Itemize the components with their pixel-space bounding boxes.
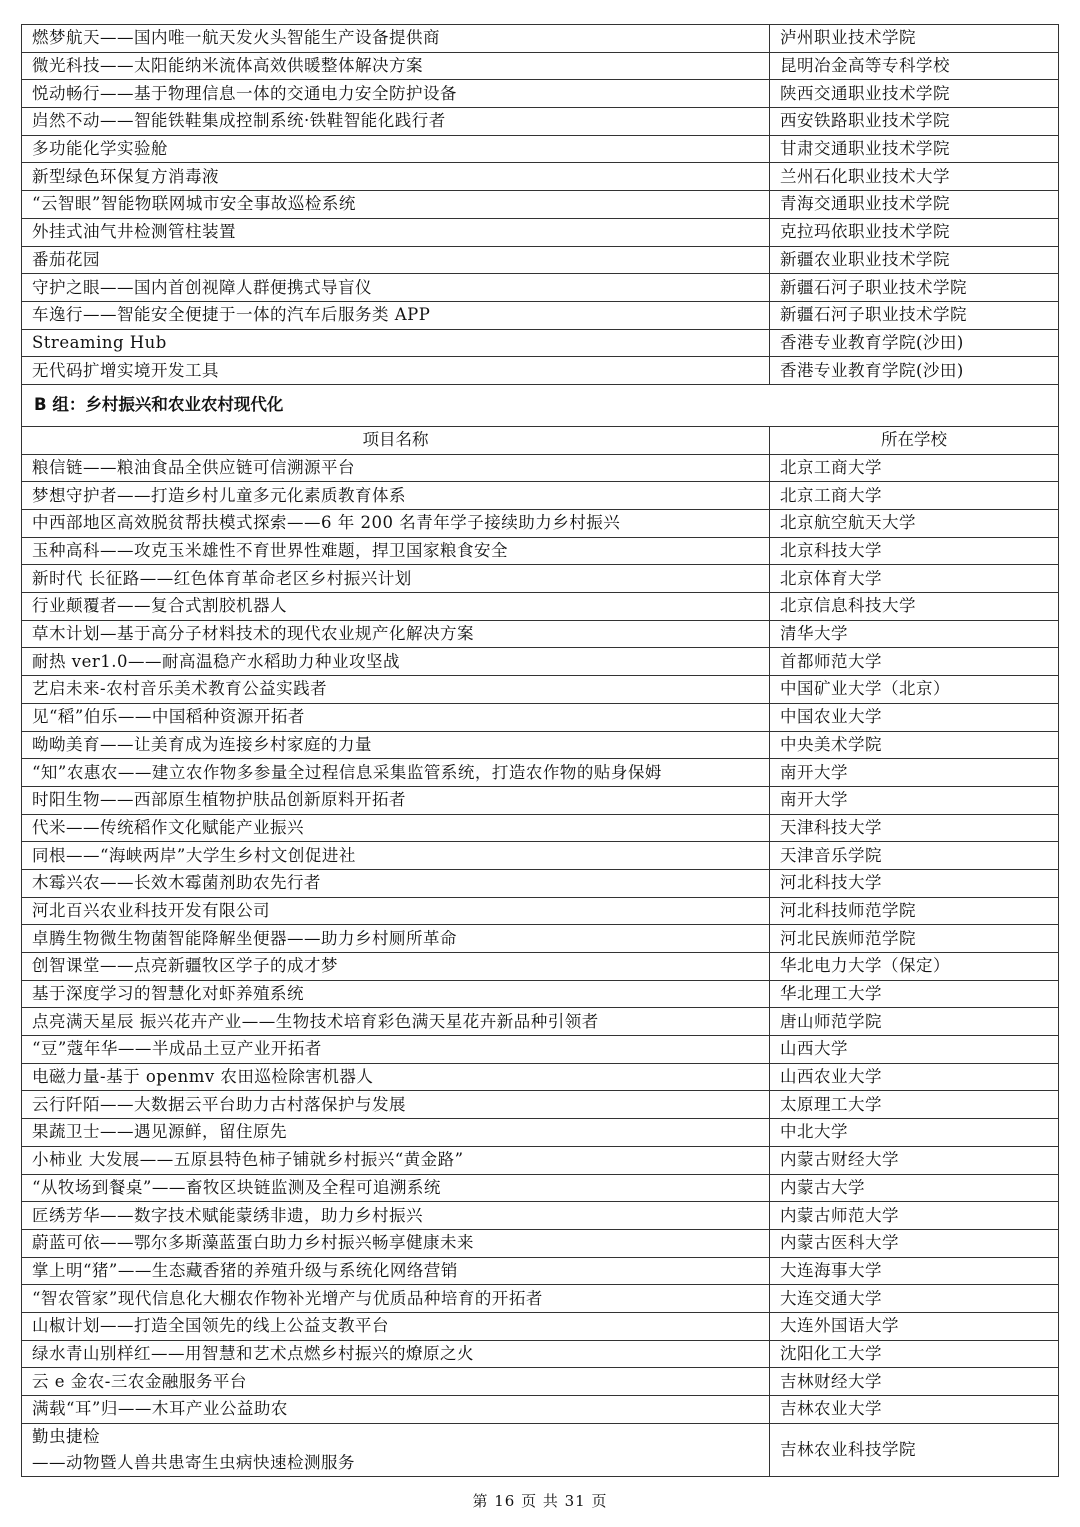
school-name: 沈阳化工大学 [770, 1340, 1059, 1368]
project-name: 蔚蓝可依——鄂尔多斯藻蓝蛋白助力乡村振兴畅享健康未来 [22, 1229, 770, 1257]
school-name: 北京工商大学 [770, 482, 1059, 510]
table-row [22, 274, 1059, 302]
project-name: 耐热 ver1.0——耐高温稳产水稻助力种业攻坚战 [22, 648, 770, 676]
table-row [22, 1257, 1059, 1285]
project-name-line2: ——动物暨人兽共患寄生虫病快速检测服务 [32, 1452, 355, 1472]
school-name: 兰州石化职业技术大学 [770, 163, 1059, 191]
school-name: 内蒙古大学 [770, 1174, 1059, 1202]
school-name: 山西大学 [770, 1036, 1059, 1064]
school-name: 吉林农业大学 [770, 1396, 1059, 1424]
school-name: 昆明冶金高等专科学校 [770, 52, 1059, 80]
table-row [22, 842, 1059, 870]
project-name: 基于深度学习的智慧化对虾养殖系统 [22, 980, 770, 1008]
school-name: 吉林农业科技学院 [770, 1423, 1059, 1476]
school-name: 克拉玛依职业技术学院 [770, 218, 1059, 246]
project-name: 微光科技——太阳能纳米流体高效供暖整体解决方案 [22, 52, 770, 80]
project-name: 电磁力量-基于 openmv 农田巡检除害机器人 [22, 1063, 770, 1091]
project-name: 掌上明“猪”——生态藏香猪的养殖升级与系统化网络营销 [22, 1257, 770, 1285]
table-row [22, 1396, 1059, 1424]
table-row [22, 108, 1059, 136]
school-name: 大连外国语大学 [770, 1312, 1059, 1340]
table-row [22, 1146, 1059, 1174]
project-name: 匠绣芳华——数字技术赋能蒙绣非遗，助力乡村振兴 [22, 1202, 770, 1230]
group-b-last [22, 1423, 1059, 1476]
school-name: 河北科技师范学院 [770, 897, 1059, 925]
table-row [22, 52, 1059, 80]
project-name: 小柿业 大发展——五原县特色柿子铺就乡村振兴“黄金路” [22, 1146, 770, 1174]
table-row [22, 135, 1059, 163]
table-row [22, 676, 1059, 704]
table-row [22, 218, 1059, 246]
school-name: 天津科技大学 [770, 814, 1059, 842]
column-header-project-name: 项目名称 [22, 426, 770, 454]
table-row [22, 510, 1059, 538]
school-name: 中央美术学院 [770, 731, 1059, 759]
project-name: 守护之眼——国内首创视障人群便携式导盲仪 [22, 274, 770, 302]
table-row [22, 1340, 1059, 1368]
table-row [22, 703, 1059, 731]
project-name: 代米——传统稻作文化赋能产业振兴 [22, 814, 770, 842]
table-row [22, 897, 1059, 925]
table-row [22, 1091, 1059, 1119]
table-row [22, 1312, 1059, 1340]
table-row [22, 1008, 1059, 1036]
table-row [22, 80, 1059, 108]
table-row [22, 814, 1059, 842]
table-row [22, 1368, 1059, 1396]
school-name: 中北大学 [770, 1119, 1059, 1147]
project-name: 云 e 金农-三农金融服务平台 [22, 1368, 770, 1396]
table-row [22, 163, 1059, 191]
project-name: 车逸行——智能安全便捷于一体的汽车后服务类 APP [22, 301, 770, 329]
school-name: 北京航空航天大学 [770, 510, 1059, 538]
table-row [22, 1119, 1059, 1147]
school-name: 中国矿业大学（北京） [770, 676, 1059, 704]
project-name: 行业颠覆者——复合式割胶机器人 [22, 593, 770, 621]
table-row [22, 25, 1059, 53]
table-row [22, 869, 1059, 897]
table-row [22, 786, 1059, 814]
school-name: 新疆石河子职业技术学院 [770, 301, 1059, 329]
table-row [22, 246, 1059, 274]
table-row [22, 1036, 1059, 1064]
project-name: 绿水青山别样红——用智慧和艺术点燃乡村振兴的燎原之火 [22, 1340, 770, 1368]
school-name: 唐山师范学院 [770, 1008, 1059, 1036]
school-name: 新疆农业职业技术学院 [770, 246, 1059, 274]
project-name: 外挂式油气井检测管柱装置 [22, 218, 770, 246]
project-name: “从牧场到餐桌”——畜牧区块链监测及全程可追溯系统 [22, 1174, 770, 1202]
school-name: 香港专业教育学院(沙田) [770, 357, 1059, 385]
project-name: 果蔬卫士——遇见源鲜，留住原先 [22, 1119, 770, 1147]
school-name: 香港专业教育学院(沙田) [770, 329, 1059, 357]
project-name: 草木计划—基于高分子材料技术的现代农业规产化解决方案 [22, 620, 770, 648]
table-row [22, 482, 1059, 510]
column-header-row [22, 426, 1059, 454]
project-name: 玉种高科——攻克玉米雄性不育世界性难题，捍卫国家粮食安全 [22, 537, 770, 565]
project-name: 新时代 长征路——红色体育革命老区乡村振兴计划 [22, 565, 770, 593]
school-name: 泸州职业技术学院 [770, 25, 1059, 53]
school-name: 华北电力大学（保定） [770, 953, 1059, 981]
school-name: 北京工商大学 [770, 454, 1059, 482]
table-row [22, 620, 1059, 648]
school-name: 北京信息科技大学 [770, 593, 1059, 621]
table-row [22, 1229, 1059, 1257]
group-a-rows [22, 25, 1059, 385]
table-row [22, 1063, 1059, 1091]
table-row [22, 1202, 1059, 1230]
school-name: 河北民族师范学院 [770, 925, 1059, 953]
school-name: 首都师范大学 [770, 648, 1059, 676]
school-name: 清华大学 [770, 620, 1059, 648]
school-name: 太原理工大学 [770, 1091, 1059, 1119]
project-name: “豆”蔻年华——半成品土豆产业开拓者 [22, 1036, 770, 1064]
table-row [22, 1285, 1059, 1313]
table-row [22, 593, 1059, 621]
document-page [21, 24, 1058, 1477]
project-name: 中西部地区高效脱贫帮扶模式探索——6 年 200 名青年学子接续助力乡村振兴 [22, 510, 770, 538]
school-name: 青海交通职业技术学院 [770, 191, 1059, 219]
project-table [21, 24, 1059, 1477]
school-name: 西安铁路职业技术学院 [770, 108, 1059, 136]
project-name: 悦动畅行——基于物理信息一体的交通电力安全防护设备 [22, 80, 770, 108]
project-name: 创智课堂——点亮新疆牧区学子的成才梦 [22, 953, 770, 981]
school-name: 内蒙古师范大学 [770, 1202, 1059, 1230]
project-name [22, 1423, 770, 1476]
school-name: 南开大学 [770, 759, 1059, 787]
table-row [22, 357, 1059, 385]
school-name: 陕西交通职业技术学院 [770, 80, 1059, 108]
project-name: 满载“耳”归——木耳产业公益助农 [22, 1396, 770, 1424]
table-row [22, 1423, 1059, 1476]
column-header-school: 所在学校 [770, 426, 1059, 454]
project-name: 时阳生物——西部原生植物护肤品创新原料开拓者 [22, 786, 770, 814]
project-name: “智农管家”现代信息化大棚农作物补光增产与优质品种培育的开拓者 [22, 1285, 770, 1313]
school-name: 甘肃交通职业技术学院 [770, 135, 1059, 163]
project-name-line1: 勤虫捷检 [32, 1426, 100, 1446]
project-name: 粮信链——粮油食品全供应链可信溯源平台 [22, 454, 770, 482]
school-name: 中国农业大学 [770, 703, 1059, 731]
table-row [22, 1174, 1059, 1202]
project-name: Streaming Hub [22, 329, 770, 357]
table-row [22, 565, 1059, 593]
group-b-title-row [22, 384, 1059, 426]
school-name: 河北科技大学 [770, 869, 1059, 897]
project-name: 岿然不动——智能铁鞋集成控制系统·铁鞋智能化践行者 [22, 108, 770, 136]
school-name: 北京体育大学 [770, 565, 1059, 593]
table-row [22, 953, 1059, 981]
school-name: 内蒙古医科大学 [770, 1229, 1059, 1257]
project-name: 呦呦美育——让美育成为连接乡村家庭的力量 [22, 731, 770, 759]
table-row [22, 191, 1059, 219]
project-name: 点亮满天星辰 振兴花卉产业——生物技术培育彩色满天星花卉新品种引领者 [22, 1008, 770, 1036]
project-name: 卓腾生物微生物菌智能降解坐便器——助力乡村厕所革命 [22, 925, 770, 953]
table-row [22, 925, 1059, 953]
school-name: 大连海事大学 [770, 1257, 1059, 1285]
page-footer: 第 16 页 共 31 页 [472, 1492, 608, 1510]
project-name: 梦想守护者——打造乡村儿童多元化素质教育体系 [22, 482, 770, 510]
project-name: 同根——“海峡两岸”大学生乡村文创促进社 [22, 842, 770, 870]
project-name: 木霉兴农——长效木霉菌剂助农先行者 [22, 869, 770, 897]
project-name: 燃梦航天——国内唯一航天发火头智能生产设备提供商 [22, 25, 770, 53]
school-name: 内蒙古财经大学 [770, 1146, 1059, 1174]
project-name: 无代码扩增实境开发工具 [22, 357, 770, 385]
school-name: 山西农业大学 [770, 1063, 1059, 1091]
project-name: 见“稻”伯乐——中国稻种资源开拓者 [22, 703, 770, 731]
school-name: 新疆石河子职业技术学院 [770, 274, 1059, 302]
project-name: 新型绿色环保复方消毒液 [22, 163, 770, 191]
project-name: 云行阡陌——大数据云平台助力古村落保护与发展 [22, 1091, 770, 1119]
project-name: 河北百兴农业科技开发有限公司 [22, 897, 770, 925]
table-row [22, 759, 1059, 787]
school-name: 天津音乐学院 [770, 842, 1059, 870]
project-name: 番茄花园 [22, 246, 770, 274]
school-name: 吉林财经大学 [770, 1368, 1059, 1396]
school-name: 南开大学 [770, 786, 1059, 814]
school-name: 大连交通大学 [770, 1285, 1059, 1313]
group-b-rows [22, 454, 1059, 1423]
group-b-header [22, 384, 1059, 454]
table-row [22, 537, 1059, 565]
project-name: “知”农惠农——建立农作物多参量全过程信息采集监管系统，打造农作物的贴身保姆 [22, 759, 770, 787]
project-name: “云智眼”智能物联网城市安全事故巡检系统 [22, 191, 770, 219]
school-name: 北京科技大学 [770, 537, 1059, 565]
table-row [22, 648, 1059, 676]
school-name: 华北理工大学 [770, 980, 1059, 1008]
table-row [22, 454, 1059, 482]
table-row [22, 329, 1059, 357]
table-row [22, 301, 1059, 329]
table-row [22, 731, 1059, 759]
group-b-title: B 组：乡村振兴和农业农村现代化 [22, 384, 1059, 426]
project-name: 艺启未来-农村音乐美术教育公益实践者 [22, 676, 770, 704]
project-name: 山椒计划——打造全国领先的线上公益支教平台 [22, 1312, 770, 1340]
project-name: 多功能化学实验舱 [22, 135, 770, 163]
table-row [22, 980, 1059, 1008]
